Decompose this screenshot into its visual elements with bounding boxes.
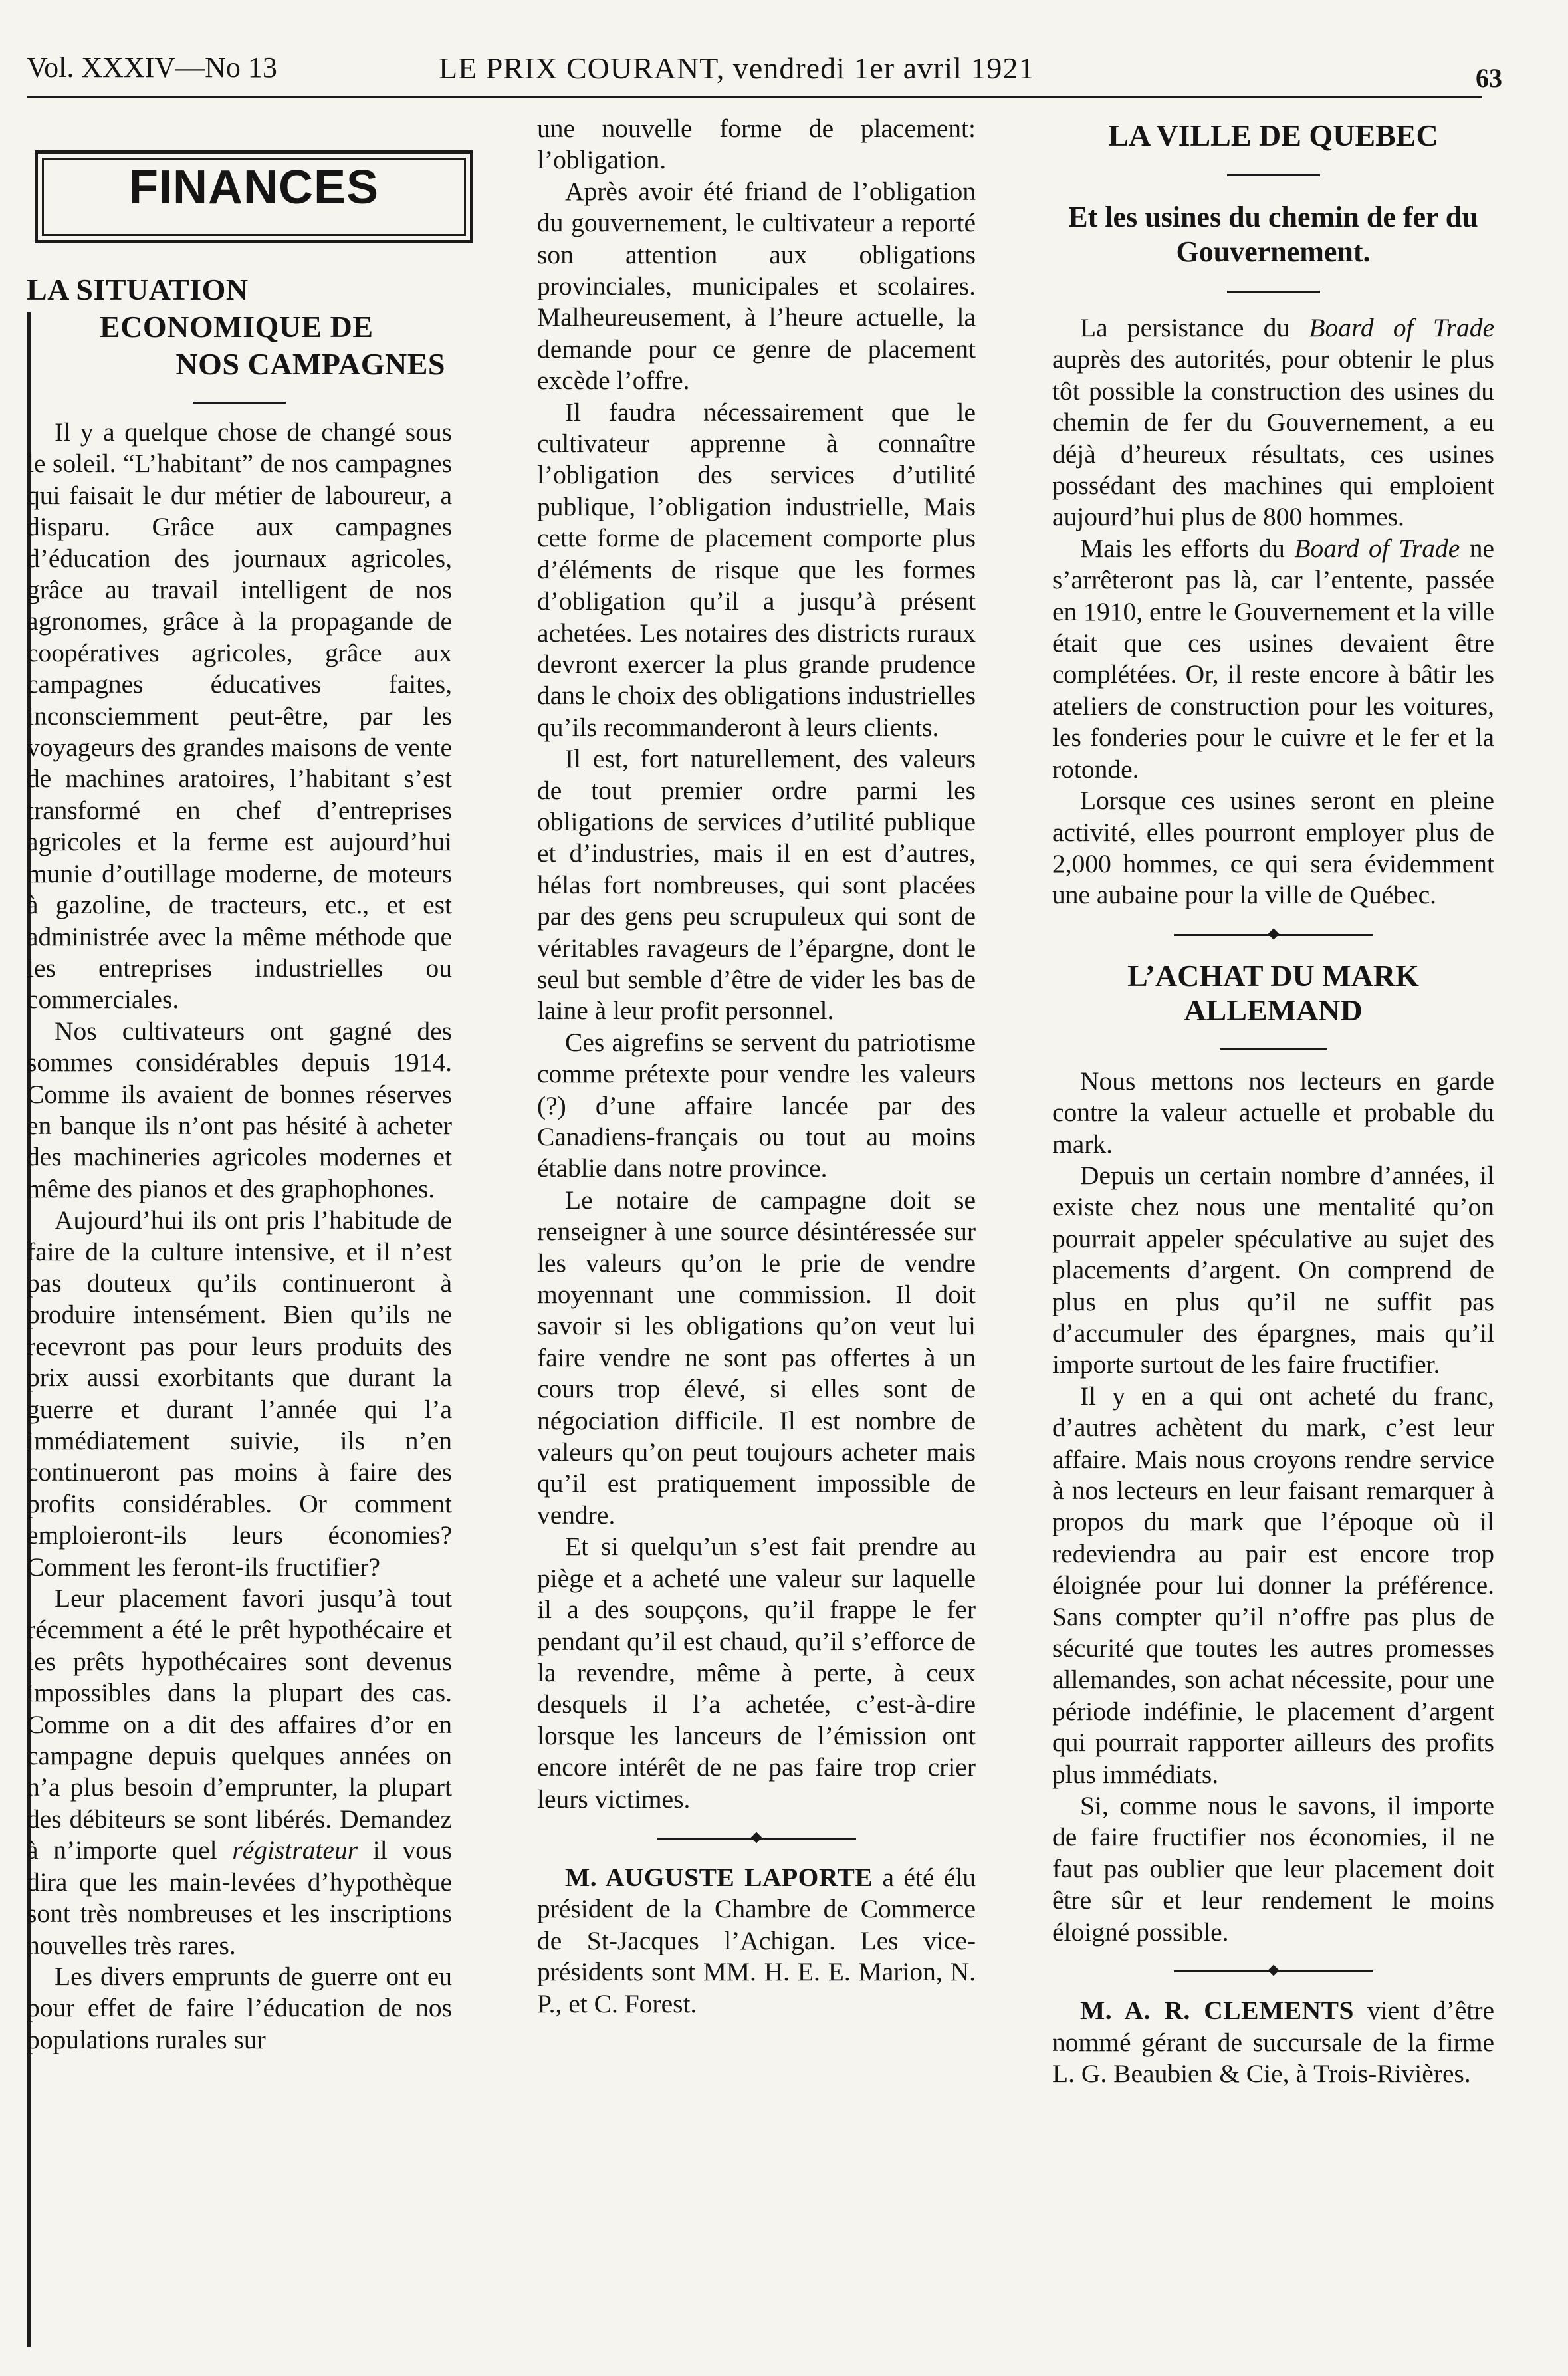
finances-section-box bbox=[35, 150, 473, 243]
notice-clements bbox=[1052, 1995, 1494, 2089]
column-obligations bbox=[537, 113, 976, 2020]
article-heading-situation bbox=[27, 271, 452, 383]
paragraph: Il faudra nécessairement que le cultivateur apprenne à connaître l’obligation des services d’utilité publique, l’obligation industrielle, Mais cette forme de placement comporte plus d’éléments de risque que les formes d’obligation qu’il a jusqu’à présent achetées. Les notaires des districts ruraux devront exercer la plus grande prudence dans le choix des obligations industrielles qu’ils recommanderont à leurs clients. bbox=[537, 397, 976, 742]
paragraph: Il est, fort naturellement, des valeurs de tout premier ordre parmi les obligations de services d’utilité publique et d’industries, mais il en est d’autres, hélas fort nombreuses, qui sont placées par des gens peu scrupuleux qui sont de véritables ravageurs de l’épargne, dont le seul but semble d’être de vider les bas de laine à leur profit personnel. bbox=[537, 744, 976, 1026]
paragraph: Lorsque ces usines seront en pleine activité, elles pourront employer plus de 2,000 hommes, ce qui sera évidemment une aubaine pour la ville de Québec. bbox=[1052, 786, 1494, 910]
paragraph: Et si quelqu’un s’est fait prendre au piège et a acheté une valeur sur laquelle il a des soupçons, qu’il frappe le fer pendant qu’il est chaud, qu’il s’efforce de la revendre, même à perte, à ceux desquels il l’a achetée, c’est-à-dire lorsque les lanceurs de l’émission ont encore intérêt de ne pas faire trop crier leurs victimes. bbox=[537, 1532, 976, 1814]
separator-rule bbox=[1174, 1970, 1373, 1972]
paragraph: Ces aigrefins se servent du patriotisme comme prétexte pour vendre les valeurs (?) d’une affaire lancée par des Canadiens-français ou tout au moins établie dans notre province. bbox=[537, 1027, 976, 1183]
paragraph-text: Leur placement favori jusqu’à tout récemment a été le prêt hypothécaire et les prêts hypothécaires sont devenus impossibles dans la plupart des cas. Comme on a dit des affaires d’or en campagne depuis quelques années on n’a plus besoin d’emprunter, la plupart des débiteurs se sont libérés. Demandez à n’importe quel bbox=[27, 1584, 452, 1865]
paragraph: Après avoir été friand de l’obligation du gouvernement, le cultivateur a reporté son attention aux obligations provinciales, municipales et scolaires. Malheureusement, à l’heure actuelle, la demande pour ce genre de placement excède l’offre. bbox=[537, 176, 976, 396]
notice-name: M. AUGUSTE LAPORTE bbox=[565, 1862, 873, 1892]
column-finances bbox=[27, 113, 452, 2056]
emphasis-text: Board of Trade bbox=[1309, 313, 1495, 342]
article-title-mark: L’ACHAT DU MARK ALLEMAND bbox=[1127, 958, 1419, 1027]
notice-name: M. A. R. CLEMENTS bbox=[1080, 1996, 1354, 2026]
paragraph: Si, comme nous le savons, il importe de faire fructifier nos économies, il ne faut pas oublier que leur placement doit être sûr et leur rendement le moins éloigné possible. bbox=[1052, 1791, 1494, 1947]
paragraph: Nos cultivateurs ont gagné des sommes considérables depuis 1914. Comme ils avaient de bonnes réserves en banque ils n’ont pas hésité à acheter des machineries agricoles modernes et même des pianos et des graphophones. bbox=[27, 1016, 452, 1203]
notice-laporte bbox=[537, 1862, 976, 2020]
heading-line-3: NOS CAMPAGNES bbox=[175, 347, 445, 381]
article-title-quebec: LA VILLE DE QUEBEC bbox=[1108, 118, 1438, 152]
notice-text: vient d’être nommé gérant de succursale de la firme L. G. Beaubien & Cie, à Trois-Rivières. bbox=[1052, 1996, 1495, 2088]
paragraph: Les divers emprunts de guerre ont eu pour effet de faire l’éducation de nos populations rurales sur bbox=[27, 1961, 452, 2054]
separator-rule bbox=[657, 1838, 856, 1840]
paragraph-text: ne s’arrêteront pas là, car l’entente, passée en 1910, entre le Gouvernement et la ville était que ces usines devaient être complétées. Or, il reste encore à bâtir les ateliers de construction pour les voitures, les fonderies pour le cuivre et le fer et la rotonde. bbox=[1052, 533, 1494, 784]
masthead: LE PRIX COURANT, vendredi 1er avril 1921 bbox=[439, 51, 1035, 85]
heading-line-1: LA SITUATION bbox=[27, 273, 249, 306]
paragraph-text: il vous dira que les main-levées d’hypothèque sont très nombreuses et les inscriptions nouvelles très rares. bbox=[27, 1836, 453, 1960]
paragraph bbox=[1052, 312, 1494, 533]
separator-rule bbox=[1174, 934, 1373, 936]
paragraph-text: auprès des autorités, pour obtenir le plus tôt possible la construction des usines du chemin de fer du Gouvernement, a eu déjà d’heureux résultats, ces usines possédant des machines qui emploient aujourd’hui plus de 800 hommes. bbox=[1052, 344, 1494, 532]
separator-rule bbox=[1227, 174, 1320, 176]
heading-line-2: ECONOMIQUE DE bbox=[100, 310, 374, 344]
emphasis-text: Board of Trade bbox=[1294, 533, 1460, 563]
volume-number: Vol. XXXIV—No 13 bbox=[27, 51, 277, 84]
paragraph: Il y a quelque chose de changé sous le soleil. “L’habitant” de nos campagnes qui faisait le dur métier de laboureur, a disparu. Grâce aux campagnes d’éducation des journaux agricoles, grâce au travail intelligent de nos agronomes, grâce à la propagande de coopératives agricoles, grâce aux campagnes éducatives faites, inconsciemment peut-être, par les voyageurs des grandes maisons de vente de machines aratoires, l’habitant s’est transformé en chef d’entreprises agricoles et la ferme est aujourd’hui munie d’outillage moderne, de moteurs à gazoline, de tracteurs, etc., et est administrée avec la même méthode que les entreprises industrielles ou commerciales. bbox=[27, 417, 452, 1014]
section-title: FINANCES bbox=[128, 161, 379, 214]
column-quebec bbox=[1052, 113, 1494, 2089]
paragraph bbox=[27, 1583, 452, 1961]
separator-rule bbox=[193, 402, 286, 404]
paragraph: une nouvelle forme de placement: l’obligation. bbox=[537, 114, 976, 175]
page-number: 63 bbox=[1476, 63, 1502, 93]
paragraph-text: La persistance du bbox=[1080, 313, 1290, 342]
paragraph bbox=[1052, 533, 1494, 785]
page-header bbox=[27, 44, 1502, 98]
paragraph: Il y en a qui ont acheté du franc, d’autres achètent du mark, c’est leur affaire. Mais nous croyons rendre service à nos lecteurs en leur faisant remarquer à propos du mark que l’époque où il redeviendra au pair est encore trop éloignée pour lui donner la préférence. Sans compter qu’il n’offre pas plus de sécurité que toutes les autres promesses allemandes, son achat nécessite, pour une période indéfinie, le placement d’argent qui pourrait rapporter ailleurs des profits plus immédiats. bbox=[1052, 1381, 1494, 1789]
paragraph: Nous mettons nos lecteurs en garde contre la valeur actuelle et probable du mark. bbox=[1052, 1066, 1494, 1159]
paragraph-text: Mais les efforts du bbox=[1080, 533, 1285, 563]
article-subtitle: Et les usines du chemin de fer du Gouvernement. bbox=[1068, 201, 1478, 268]
paragraph: Le notaire de campagne doit se renseigner à une source désintéressée sur les valeurs qu’on le prie de vendre moyennant une commission. Il doit savoir si les obligations qu’on veut lui faire vendre ne sont pas offertes à un cours trop élevé, si elles sont de négociation difficile. Il est nombre de valeurs qu’on peut toujours acheter mais qu’il est pratiquement impossible de vendre. bbox=[537, 1185, 976, 1530]
paragraph: Depuis un certain nombre d’années, il existe chez nous une mentalité qu’on pourrait appeler spéculative au sujet des placements d’argent. On comprend de plus en plus qu’il ne suffit pas d’accumuler des épargnes, mais qu’il importe surtout de les faire fructifier. bbox=[1052, 1160, 1494, 1379]
notice-text: a été élu président de la Chambre de Commerce de St-Jacques l’Achigan. Les vice-présidents sont MM. H. E. E. Marion, N. P., et C. Forest. bbox=[537, 1862, 976, 2018]
emphasis-text: régistrateur bbox=[232, 1836, 358, 1865]
separator-rule bbox=[1227, 291, 1320, 293]
paragraph: Aujourd’hui ils ont pris l’habitude de faire de la culture intensive, et il n’est pas douteux qu’ils continueront à produire intensément. Bien qu’ils ne recevront pas pour leurs produits des prix aussi exorbitants que durant la guerre et durant l’année qui l’a immédiatement suivie, ils n’en continueront pas moins à faire des profits considérables. Or comment emploieront-ils leurs économies? Comment les feront-ils fructifier? bbox=[27, 1205, 452, 1582]
separator-rule bbox=[1220, 1048, 1327, 1050]
